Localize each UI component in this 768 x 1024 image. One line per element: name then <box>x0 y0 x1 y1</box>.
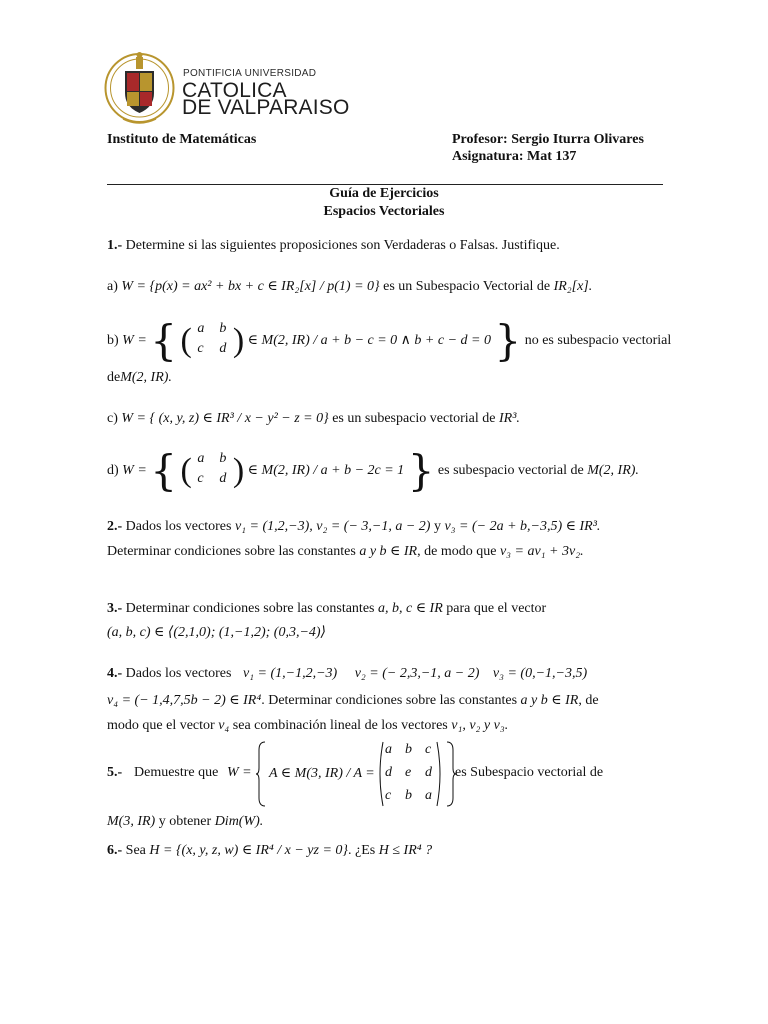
item-d-tail: M(2, IR). <box>587 463 639 479</box>
vector-v3: v₃ = (− 2a + b,−3,5) ∈ IR³. <box>444 519 601 534</box>
exercise-4-text-5: sea combinación lineal de los vectores <box>232 718 448 733</box>
item-a-text: es un Subespacio Vectorial de <box>383 279 551 294</box>
exercise-5-number: 5.- <box>107 765 123 780</box>
university-crest-logo <box>103 47 176 133</box>
matrix-entry: b <box>405 788 412 803</box>
matrix-entry: c <box>425 742 432 757</box>
exercise-3-text-2: para que el vector <box>446 601 547 616</box>
exercise-4-text-2: . Determinar condiciones sobre las constantes <box>261 693 518 708</box>
item-b-tail: M(2, IR). <box>120 370 172 385</box>
exercise-4-line-3 <box>107 718 508 734</box>
exercise-5-dim: Dim(W). <box>214 814 264 829</box>
exercise-3-line-1 <box>107 600 546 617</box>
vector-v4-ref: v₄ <box>218 718 230 733</box>
exercise-3-constants: a, b, c ∈ IR <box>377 601 443 616</box>
exercise-4-text-3: , de <box>578 693 599 708</box>
matrix-entry: e <box>405 765 412 780</box>
subject-name: Asignatura: Mat 137 <box>452 149 577 164</box>
item-c-math: W = { (x, y, z) ∈ IR³ / x − y² − z = 0} <box>121 411 329 426</box>
exercise-4-line-2 <box>107 692 599 709</box>
left-brace <box>255 740 267 808</box>
exercise-2-equation: v₃ = av₁ + 3v₂. <box>499 544 584 559</box>
exercise-1-number: 1.- <box>107 238 123 253</box>
exercise-3-math: (a, b, c) ∈ ⟨(2,1,0); (1,−1,2); (0,3,−4)⟩ <box>107 625 327 640</box>
left-paren: ( <box>180 322 192 359</box>
exercise-6-question: H ≤ IR⁴ ? <box>378 843 433 858</box>
left-brace: { <box>150 446 178 495</box>
matrix-entry: a <box>197 451 205 466</box>
left-paren <box>375 740 385 808</box>
item-c-tail: IR³. <box>499 411 520 426</box>
item-a-tail: IR₂[x]. <box>553 279 593 294</box>
exercise-5-text: Demuestre que <box>134 765 219 780</box>
matrix-entry: b <box>219 451 227 466</box>
item-b-text-2: de <box>107 370 121 385</box>
item-b-condition: ∈ M(2, IR) / a + b − c = 0 ∧ b + c − d = 0 <box>247 333 491 349</box>
right-paren <box>435 740 445 808</box>
item-c-label: c) <box>107 411 118 426</box>
item-c-text: es un subespacio vectorial de <box>332 411 496 426</box>
right-brace: } <box>494 316 522 365</box>
exercise-2-constants: a y b ∈ IR <box>359 544 418 559</box>
exercise-5-text-4: y obtener <box>158 814 212 829</box>
professor-name: Profesor: Sergio Iturra Olivares <box>452 132 644 147</box>
exercise-4-line-1 <box>107 666 587 682</box>
vector-v2: v₂ = (− 3,−1, a − 2) <box>316 519 431 534</box>
item-b-label: b) <box>107 333 119 349</box>
item-a-math: W = {p(x) = ax² + bx + c ∈ IR₂[x] / p(1) = 0} <box>121 279 380 294</box>
matrix-entry: d <box>219 341 227 356</box>
matrix-entry: b <box>219 321 227 336</box>
exercise-6-number: 6.- <box>107 843 123 858</box>
matrix-entry: a <box>425 788 432 803</box>
exercise-1-text: Determine si las siguientes proposiciones son Verdaderas o Falsas. Justifique. <box>125 238 560 253</box>
doc-title-line-2: Espacios Vectoriales <box>323 204 445 219</box>
vector-v4: v₄ = (− 1,4,7,5b − 2) ∈ IR⁴ <box>107 693 262 708</box>
exercise-2-text-2: Determinar condiciones sobre las constantes <box>107 544 356 559</box>
institute-name: Instituto de Matemáticas <box>107 132 257 147</box>
matrix-entry: c <box>385 788 392 803</box>
item-d-text: es subespacio vectorial de <box>437 463 584 479</box>
item-d-condition: ∈ M(2, IR) / a + b − 2c = 1 <box>247 463 405 479</box>
item-b-lhs: W = <box>122 333 147 349</box>
matrix-entry: a <box>385 742 392 757</box>
item-b-matrix <box>195 321 229 361</box>
exercise-2-line-2 <box>107 543 584 560</box>
exercise-6-math: H = {(x, y, z, w) ∈ IR⁴ / x − yz = 0} <box>149 843 349 858</box>
item-d-matrix <box>195 451 229 491</box>
item-a-label: a) <box>107 279 118 294</box>
left-paren: ( <box>180 452 192 489</box>
exercise-1b-cont <box>107 370 172 386</box>
exercise-6 <box>107 842 432 859</box>
item-d-lhs: W = <box>122 463 147 479</box>
exercise-5-line-2 <box>107 814 263 830</box>
vector-v2: v₂ = (− 2,3,−1, a − 2) <box>354 666 480 681</box>
exercise-1d <box>107 446 639 495</box>
doc-title-line-1: Guía de Ejercicios <box>329 186 439 201</box>
header-divider <box>107 184 663 185</box>
vector-v3: v₃ = (0,−1,−3,5) <box>492 666 588 681</box>
exercise-3-number: 3.- <box>107 601 123 616</box>
right-paren: ) <box>232 452 245 489</box>
exercise-2-text-3: , de modo que <box>417 544 497 559</box>
exercise-1a <box>107 278 592 295</box>
matrix-entry: d <box>219 471 227 486</box>
exercise-4-text: Dados los vectores <box>125 666 232 681</box>
exercise-1c <box>107 410 520 427</box>
exercise-5-condition: A ∈ M(3, IR) / A = <box>269 766 375 781</box>
matrix-entry: b <box>405 742 412 757</box>
matrix-entry: d <box>385 765 392 780</box>
item-d-label: d) <box>107 463 119 479</box>
exercise-4-constants: a y b ∈ IR <box>520 693 579 708</box>
exercise-6-text-2: . ¿Es <box>348 843 376 858</box>
vector-v1: v₁ = (1,−1,2,−3) <box>242 666 338 681</box>
exercise-1-statement <box>107 238 560 254</box>
exercise-6-text: Sea <box>125 843 146 858</box>
vector-refs: v₁, v₂ y v₃. <box>451 718 509 733</box>
exercise-5-space: M(3, IR) <box>107 814 156 829</box>
exercise-5-text-2: es Subespacio vectorial de <box>455 765 604 780</box>
exercise-3-text: Determinar condiciones sobre las constantes <box>125 601 375 616</box>
exercise-2-number: 2.- <box>107 519 123 534</box>
exercise-5-lhs: W = <box>227 765 252 780</box>
vector-v1: v₁ = (1,2,−3), <box>234 519 313 534</box>
right-paren: ) <box>232 322 245 359</box>
exercise-4-number: 4.- <box>107 666 123 681</box>
logo-line-3: DE VALPARAISO <box>182 96 350 119</box>
matrix-entry: a <box>197 321 205 336</box>
logo-line-2: CATOLICA <box>182 79 287 102</box>
logo-line-1: PONTIFICIA UNIVERSIDAD <box>183 68 317 79</box>
right-brace: } <box>407 446 435 495</box>
item-b-text: no es subespacio vectorial <box>524 333 672 349</box>
matrix-entry: c <box>197 341 204 356</box>
exercise-2-line-1 <box>107 518 600 535</box>
matrix-entry: c <box>197 471 204 486</box>
left-brace: { <box>150 316 178 365</box>
exercise-2-text: Dados los vectores <box>125 519 232 534</box>
conjunction: y <box>433 519 441 534</box>
matrix-entry: d <box>425 765 432 780</box>
exercise-4-text-4: modo que el vector <box>107 718 215 733</box>
exercise-1b <box>107 316 672 365</box>
